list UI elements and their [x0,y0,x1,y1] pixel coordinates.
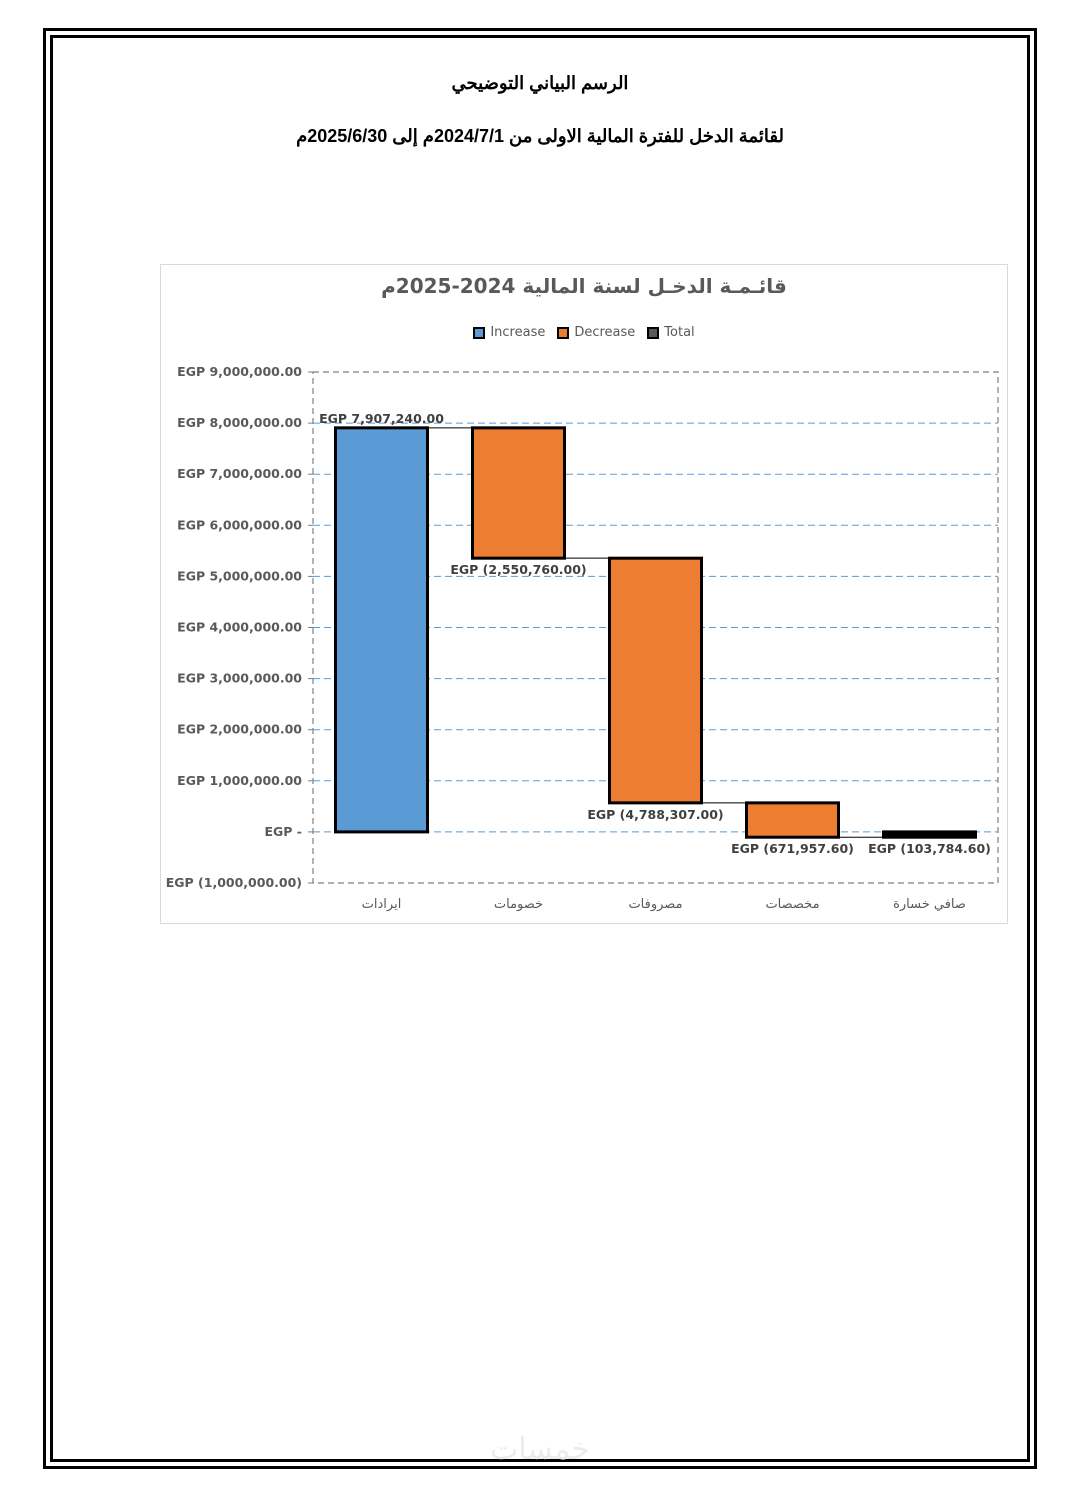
waterfall-bar-increase [336,428,428,832]
x-category-label: مصروفات [628,897,683,912]
waterfall-bar-total [884,832,976,837]
y-tick-label: EGP 9,000,000.00 [177,364,302,379]
y-tick-label: EGP 4,000,000.00 [177,619,302,635]
y-tick-label: EGP 3,000,000.00 [177,670,302,686]
data-label: EGP 7,907,240.00 [319,410,444,426]
y-tick-label: EGP 6,000,000.00 [177,517,302,533]
data-label: EGP (103,784.60) [868,841,991,857]
data-label: EGP (4,788,307.00) [587,806,724,822]
legend-label-increase: Increase [490,325,546,340]
y-tick-label: EGP 2,000,000.00 [177,721,302,737]
x-category-label: ايرادات [361,897,402,912]
legend-label-decrease: Decrease [574,325,636,340]
legend-label-total: Total [664,325,695,340]
page-heading-subtitle: لقائمة الدخل للفترة المالية الاولى من 2024/7/1م إلى 2025/6/30م [296,126,784,146]
y-tick-label: EGP 7,000,000.00 [177,466,302,482]
y-tick-label: EGP 5,000,000.00 [177,568,302,584]
waterfall-bar-decrease [473,428,565,558]
data-label: EGP (671,957.60) [731,841,854,857]
y-tick-label: EGP 8,000,000.00 [177,415,302,431]
data-label: EGP (2,550,760.00) [450,562,587,578]
x-category-label: خصومات [493,897,544,912]
y-tick-label: EGP (1,000,000.00) [165,875,302,890]
x-category-label: صافي خسارة [893,897,966,912]
x-category-label: مخصصات [765,897,820,912]
y-tick-label: EGP - [264,823,302,839]
watermark: خمسات [489,1432,591,1467]
y-tick-label: EGP 1,000,000.00 [177,772,302,788]
waterfall-bar-decrease [610,558,702,803]
waterfall-bar-decrease [747,803,839,837]
chart-title: قائـمـة الدخـل لسنة المالية 2024-2025م [381,274,787,298]
page-heading-title: الرسم البياني التوضيحي [451,73,629,93]
